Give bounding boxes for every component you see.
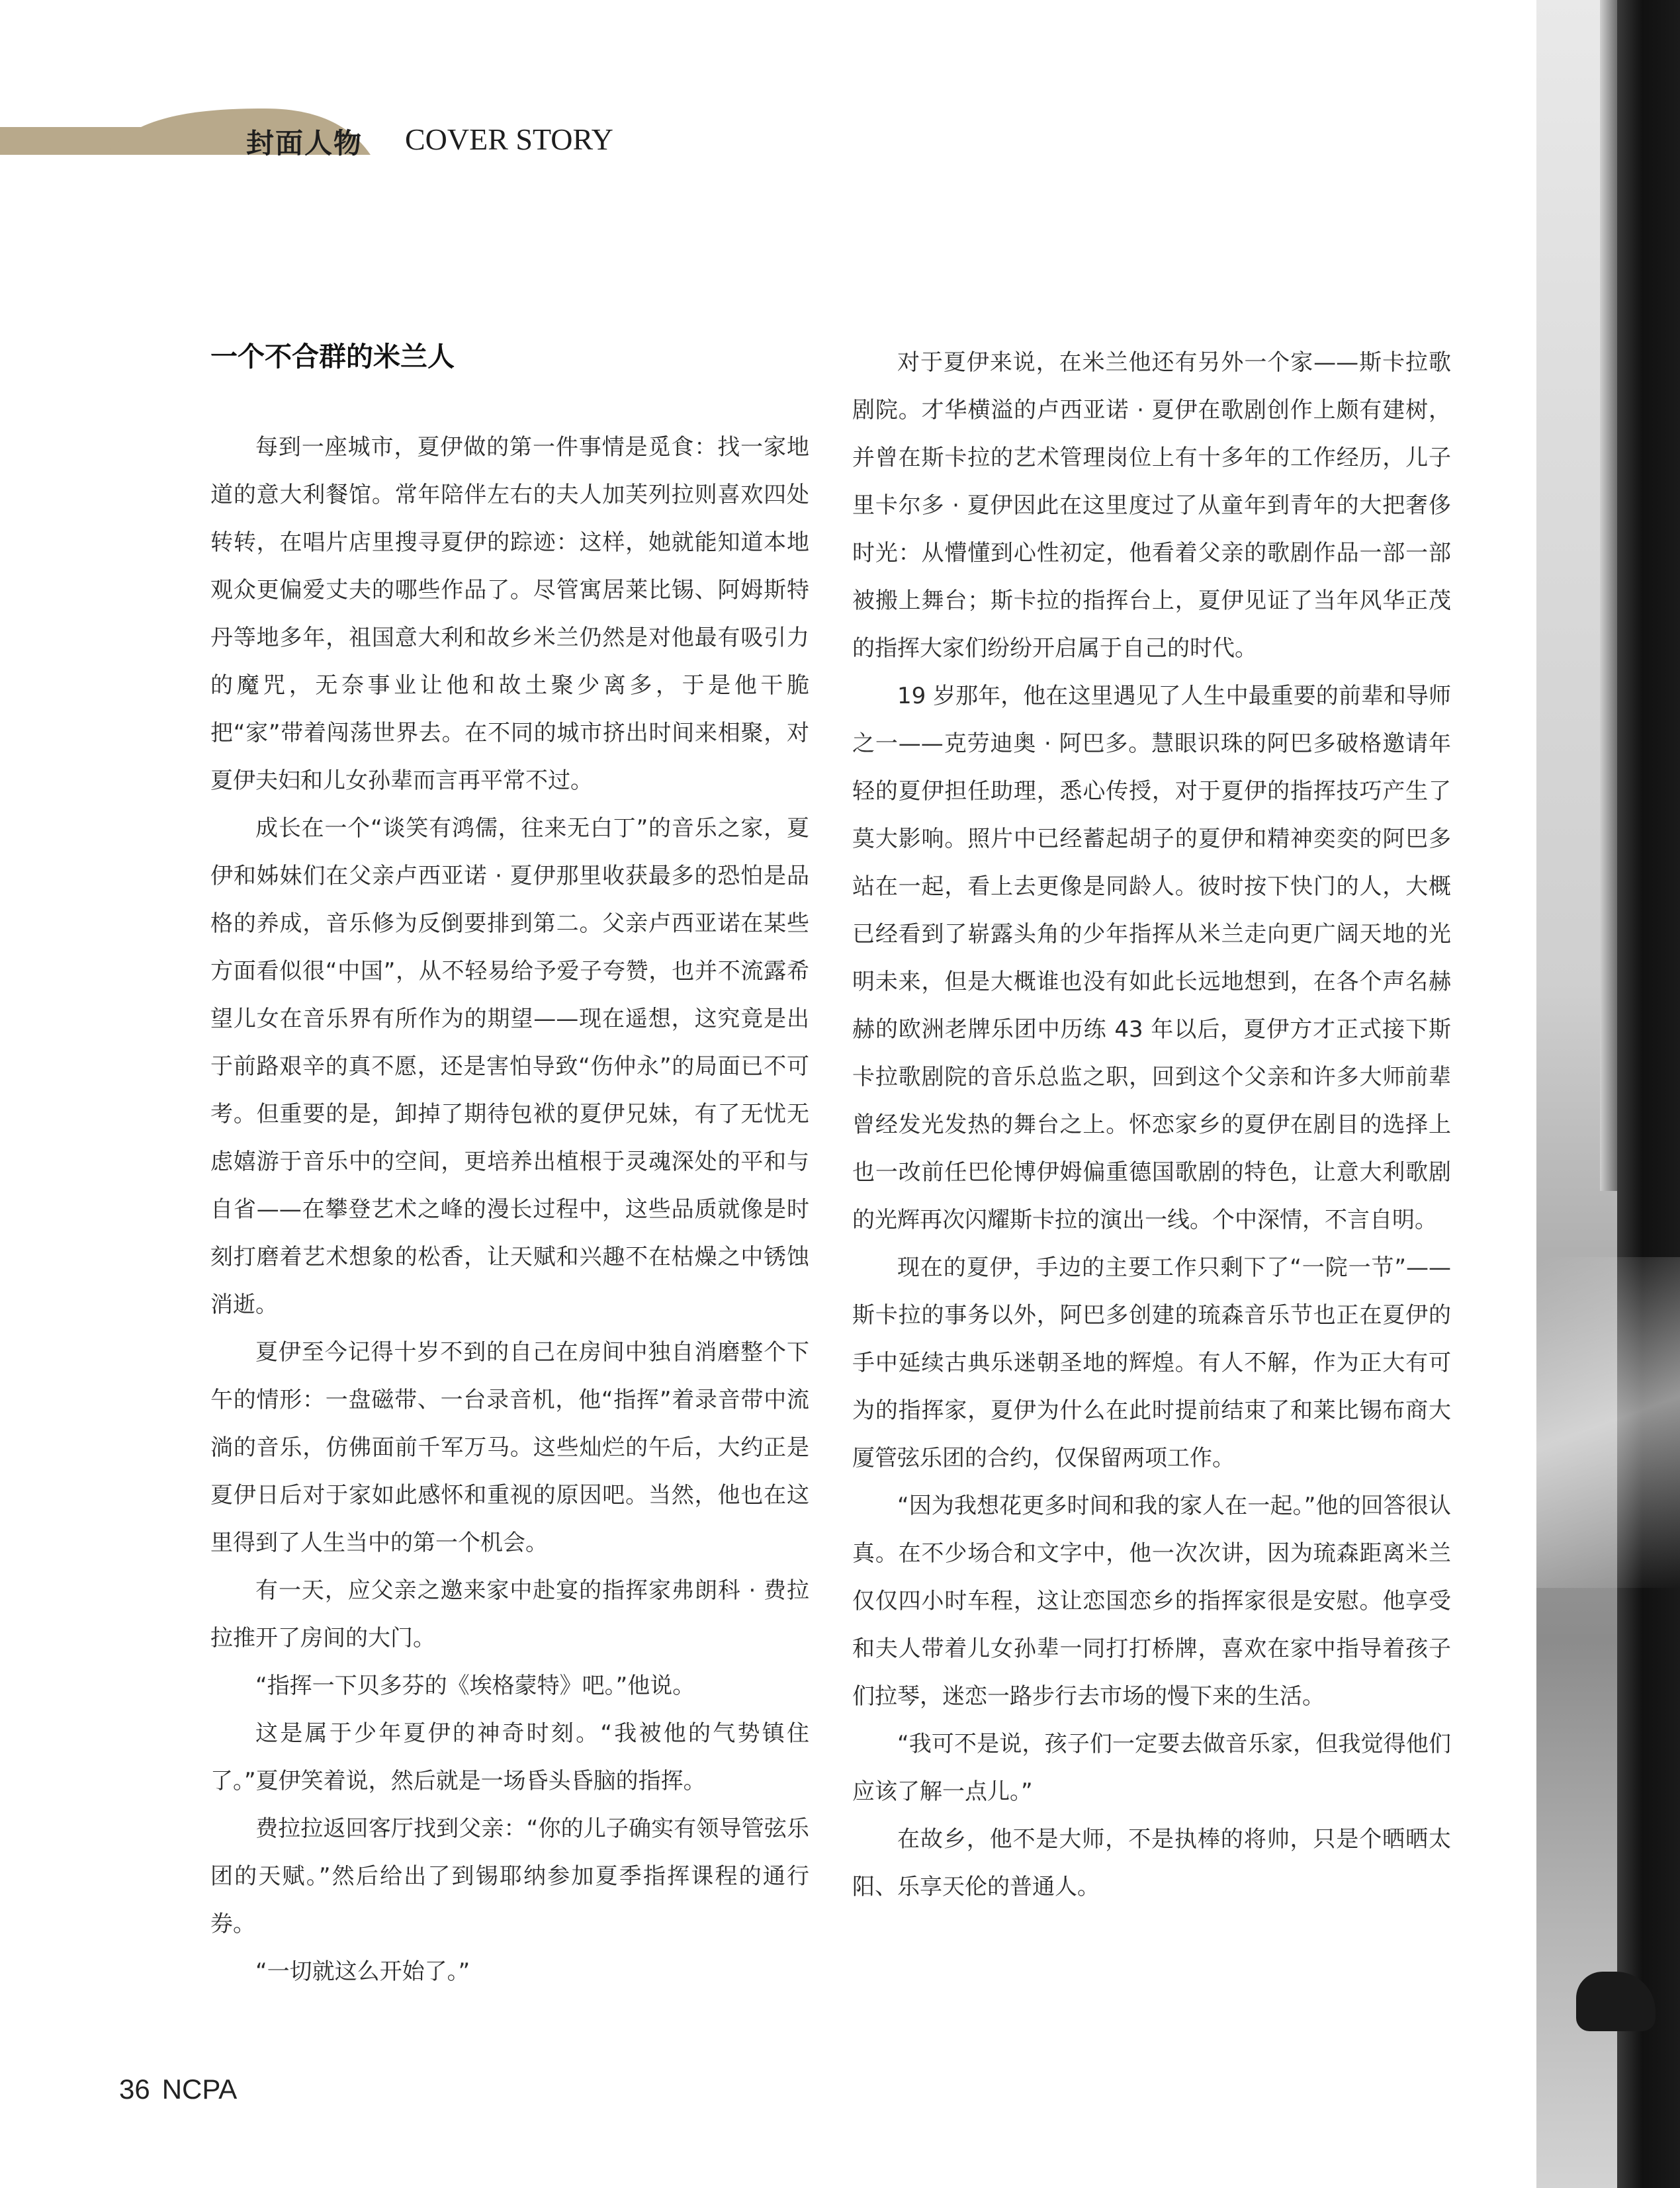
paragraph: 夏伊至今记得十岁不到的自己在房间中独自消磨整个下午的情形：一盘磁带、一台录音机，他“指挥”着录音带中流淌的音乐，仿佛面前千军万马。这些灿烂的午后，大约正是夏伊日后对于家如此感怀和重视的原因吧。当然，他也在这里得到了人生当中的第一个机会。	[210, 1339, 809, 1556]
paragraph: “因为我想花更多时间和我的家人在一起。”他的回答很认真。在不少场合和文字中，他一次次讲，因为琉森距离米兰仅仅四小时车程，这让恋国恋乡的指挥家很是安慰。他享受和夫人带着儿女孙辈一同打打桥牌，喜欢在家中指导着孩子们拉琴，迷恋一路步行去市场的慢下来的生活。	[852, 1493, 1451, 1710]
paragraph: “一切就这么开始了。”	[255, 1958, 470, 1985]
article-left-column	[210, 336, 809, 1995]
article-right-column	[852, 339, 1451, 1911]
photo-door-edge	[1600, 0, 1617, 1191]
photo-floor-reflection	[1536, 1257, 1680, 1588]
paragraph: 在故乡，他不是大师，不是执棒的将帅，只是个晒晒太阳、乐享天伦的普通人。	[852, 1826, 1451, 1900]
section-title-english: COVER STORY	[405, 122, 613, 156]
paragraph: 费拉拉返回客厅找到父亲：“你的儿子确实有领导管弦乐团的天赋。”然后给出了到锡耶纳参加夏季指挥课程的通行券。	[210, 1816, 809, 1937]
paragraph: 这是属于少年夏伊的神奇时刻。“我被他的气势镇住了。”夏伊笑着说，然后就是一场昏头昏脑的指挥。	[210, 1720, 809, 1794]
cover-photo-strip	[1536, 0, 1680, 2188]
paragraph: 每到一座城市，夏伊做的第一件事情是觅食：找一家地道的意大利餐馆。常年陪伴左右的夫人加芙列拉则喜欢四处转转，在唱片店里搜寻夏伊的踪迹：这样，她就能知道本地观众更偏爱丈夫的哪些作品了。尽管寓居莱比锡、阿姆斯特丹等地多年，祖国意大利和故乡米兰仍然是对他最有吸引力的魔咒，无奈事业让他和故土聚少离多，于是他干脆把“家”带着闯荡世界去。在不同的城市挤出时间来相聚，对夏伊夫妇和儿女孙辈而言再平常不过。	[210, 434, 809, 794]
paragraph: 有一天，应父亲之邀来家中赴宴的指挥家弗朗科 · 费拉拉推开了房间的大门。	[210, 1577, 809, 1651]
article-heading: 一个不合群的米兰人	[210, 341, 455, 372]
paragraph: 对于夏伊来说，在米兰他还有另外一个家——斯卡拉歌剧院。才华横溢的卢西亚诺 · 夏伊在歌剧创作上颇有建树，并曾在斯卡拉的艺术管理岗位上有十多年的工作经历，儿子里卡尔多 · 夏伊因此在这里度过了从童年到青年的大把奢侈时光：从懵懂到心性初定，他看着父亲的歌剧作品一部一部被搬上舞台；斯卡拉的指挥台上，夏伊见证了当年风华正茂的指挥大家们纷纷开启属于自己的时代。	[852, 349, 1451, 662]
paragraph: “我可不是说，孩子们一定要去做音乐家，但我觉得他们应该了解一点儿。”	[852, 1731, 1451, 1805]
paragraph: 现在的夏伊，手边的主要工作只剩下了“一院一节”——斯卡拉的事务以外，阿巴多创建的琉森音乐节也正在夏伊的手中延续古典乐迷朝圣地的辉煌。有人不解，作为正大有可为的指挥家，夏伊为什么在此时提前结束了和莱比锡布商大厦管弦乐团的合约，仅保留两项工作。	[852, 1254, 1451, 1471]
paragraph: 19 岁那年，他在这里遇见了人生中最重要的前辈和导师之一——克劳迪奥 · 阿巴多。慧眼识珠的阿巴多破格邀请年轻的夏伊担任助理，悉心传授，对于夏伊的指挥技巧产生了莫大影响。照片中已经蓄起胡子的夏伊和精神奕奕的阿巴多站在一起，看上去更像是同龄人。彼时按下快门的人，大概已经看到了崭露头角的少年指挥从米兰走向更广阔天地的光明未来，但是大概谁也没有如此长远地想到，在各个声名赫赫的欧洲老牌乐团中历练 43 年以后，夏伊方才正式接下斯卡拉歌剧院的音乐总监之职，回到这个父亲和许多大师前辈曾经发光发热的舞台之上。怀恋家乡的夏伊在剧目的选择上也一改前任巴伦博伊姆偏重德国歌剧的特色，让意大利歌剧的光辉再次闪耀斯卡拉的演出一线。个中深情，不言自明。	[852, 683, 1451, 1233]
photo-dark-frame	[1617, 0, 1680, 2188]
paragraph: 成长在一个“谈笑有鸿儒，往来无白丁”的音乐之家，夏伊和姊妹们在父亲卢西亚诺 · 夏伊那里收获最多的恐怕是品格的养成，音乐修为反倒要排到第二。父亲卢西亚诺在某些方面看似很“中国”，从不轻易给予爱子夸赞，也并不流露希望儿女在音乐界有所作为的期望——现在遥想，这究竟是出于前路艰辛的真不愿，还是害怕导致“伤仲永”的局面已不可考。但重要的是，卸掉了期待包袱的夏伊兄妹，有了无忧无虑嬉游于音乐中的空间，更培养出植根于灵魂深处的平和与自省——在攀登艺术之峰的漫长过程中，这些品质就像是时刻打磨着艺术想象的松香，让天赋和兴趣不在枯燥之中锈蚀消逝。	[210, 815, 809, 1318]
section-title-chinese: 封面人物	[246, 127, 363, 159]
page-footer	[119, 2074, 249, 2105]
publication-name: NCPA	[161, 2074, 238, 2105]
page-number: 36	[119, 2074, 150, 2105]
paragraph: “指挥一下贝多芬的《埃格蒙特》吧。”他说。	[255, 1673, 695, 1699]
